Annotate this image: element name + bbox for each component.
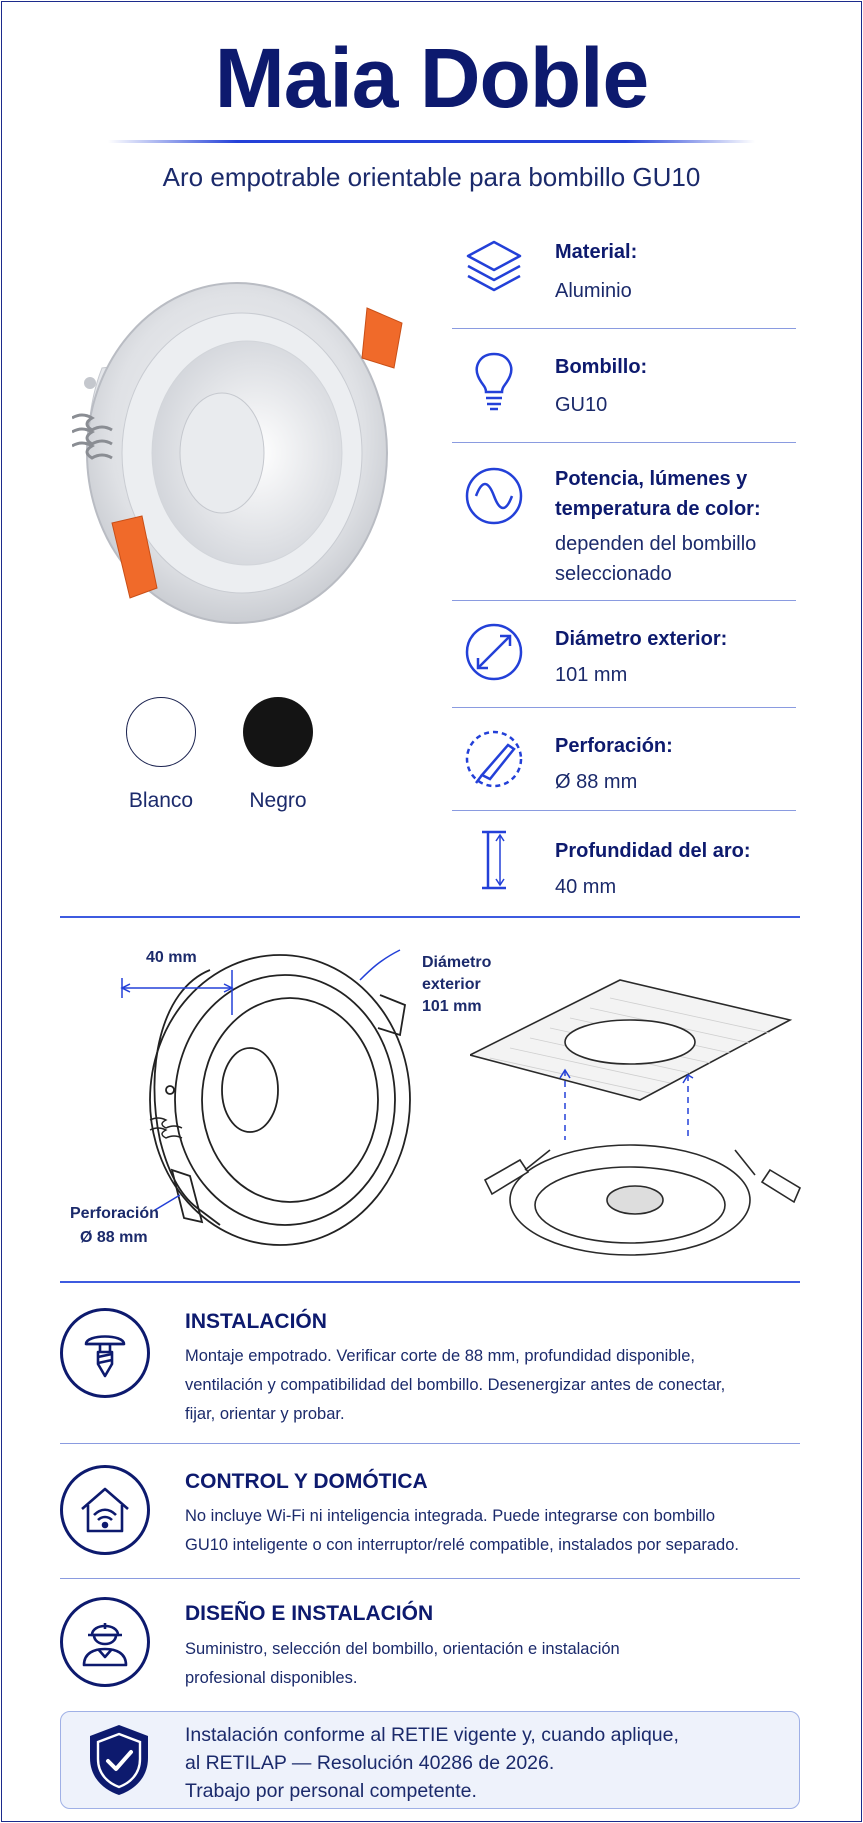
info-text-installation-line2: ventilación y compatibilidad del bombillo. Desenergizar antes de conectar,	[185, 1376, 726, 1394]
installer-icon	[60, 1597, 150, 1687]
spec-divider	[452, 328, 796, 329]
color-swatch-black[interactable]	[243, 697, 313, 767]
spec-power-label-line1: Potencia, lúmenes y	[555, 468, 748, 490]
spec-divider	[452, 810, 796, 811]
color-label-white: Blanco	[128, 789, 194, 812]
spec-divider	[452, 707, 796, 708]
shield-check-icon	[86, 1722, 152, 1798]
compliance-text-line1: Instalación conforme al RETIE vigente y, cuando aplique,	[185, 1724, 679, 1746]
color-label-black: Negro	[249, 789, 307, 812]
info-title-control: CONTROL Y DOMÓTICA	[185, 1470, 428, 1493]
info-text-installation-line1: Montaje empotrado. Verificar corte de 88 mm, profundidad disponible,	[185, 1347, 695, 1365]
page-subtitle: Aro empotrable orientable para bombillo GU10	[162, 162, 701, 192]
spec-diameter-value: 101 mm	[555, 664, 628, 686]
spec-material-value: Aluminio	[555, 280, 632, 302]
info-title-installation: INSTALACIÓN	[185, 1310, 327, 1333]
diameter-dimension-label-line3: 101 mm	[422, 998, 482, 1015]
spec-power-value-line2: seleccionado	[555, 563, 672, 585]
page-title: Maia Doble	[214, 31, 649, 125]
info-text-control-line2: GU10 inteligente o con interruptor/relé compatible, instalados por separado.	[185, 1536, 739, 1554]
section-divider	[60, 916, 800, 918]
info-text-control-line1: No incluye Wi-Fi ni inteligencia integrada. Puede integrarse con bombillo	[185, 1507, 716, 1525]
spec-divider	[452, 442, 796, 443]
spec-bulb-label: Bombillo:	[555, 356, 648, 378]
depth-dimension-label: 40 mm	[146, 949, 197, 966]
layers-icon	[462, 236, 526, 300]
spec-material-label: Material:	[555, 241, 638, 263]
color-swatch-white[interactable]	[126, 697, 196, 767]
spec-bulb-value: GU10	[555, 394, 608, 416]
spec-divider	[452, 600, 796, 601]
diameter-icon	[462, 620, 526, 684]
depth-icon	[462, 828, 526, 892]
cut-dimension-label-line2: Ø 88 mm	[80, 1229, 148, 1246]
spec-diameter-label: Diámetro exterior:	[555, 628, 728, 650]
info-text-design-line2: profesional disponibles.	[185, 1669, 358, 1687]
info-title-design: DISEÑO E INSTALACIÓN	[185, 1602, 434, 1625]
spec-depth-value: 40 mm	[555, 876, 617, 898]
spec-power-label-line2: temperatura de color:	[555, 498, 761, 520]
diameter-dimension-label-line2: exterior	[422, 976, 481, 993]
cut-dimension-label-line1: Perforación	[70, 1205, 159, 1222]
info-text-design-line1: Suministro, selección del bombillo, orientación e instalación	[185, 1640, 620, 1658]
spec-power-value-line1: dependen del bombillo	[555, 533, 757, 555]
spec-cut-label: Perforación:	[555, 735, 673, 757]
info-divider	[60, 1443, 800, 1444]
ceiling-installation-drawing	[470, 960, 810, 1260]
cut-icon	[462, 727, 526, 791]
title-divider	[108, 140, 755, 143]
screw-icon	[60, 1308, 150, 1398]
bulb-icon	[462, 348, 526, 412]
product-image	[72, 248, 432, 648]
diameter-dimension-label-line1: Diámetro	[422, 954, 492, 971]
spec-cut-value: Ø 88 mm	[555, 771, 638, 793]
info-text-installation-line3: fijar, orientar y probar.	[185, 1405, 345, 1423]
smart-home-icon	[60, 1465, 150, 1555]
wave-icon	[462, 464, 526, 528]
compliance-text-line2: al RETILAP — Resolución 40286 de 2026.	[185, 1752, 555, 1774]
spec-depth-label: Profundidad del aro:	[555, 840, 751, 862]
section-divider	[60, 1281, 800, 1283]
compliance-text-line3: Trabajo por personal competente.	[185, 1780, 477, 1802]
info-divider	[60, 1578, 800, 1579]
